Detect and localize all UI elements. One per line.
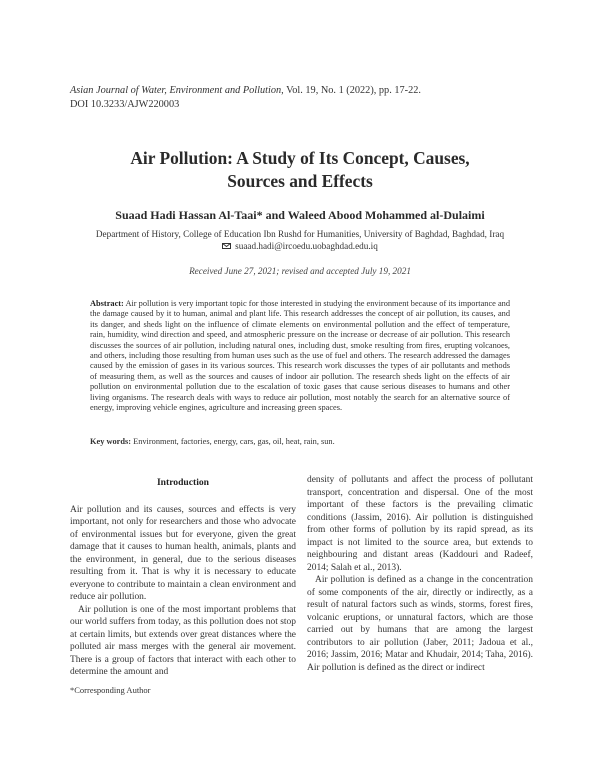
right-column [307,474,533,674]
journal-details: Vol. 19, No. 1 (2022), pp. 17-22. [283,85,421,96]
right-paragraph-1: density of pollutants and affect the process of pollutant transport, concentration and dispersal. One of the most important of these factors is the prevailing climatic conditions (Jassim, 2016). Air pollution is distinguished from other forms of pollution by its rapid spread, as its impact is not limited to the source area, but extends to neighbouring and distant areas (Kaddouri and Radeef, 2014; Salah et al., 2013). [307,475,533,573]
keywords-text: Environment, factories, energy, cars, gas, oil, heat, rain, sun. [131,437,335,446]
email-line [222,240,378,252]
abstract-text: Air pollution is very important topic for those interested in studying the environment because of its importance and the damage caused by it to human, animal and plant life. This research addresses the concept of air pollution, its causes, and its danger, and sheds light on the influence of climate elements on environmental pollution and the effect of temperature, rain, humidity, wind direction and speed, and atmospheric pressure on the increase or decrease of air pollution. This research discusses the sources of air pollution, including natural ones, including dust, smoke resulting from fires, erupting volcanoes, and others, including those resulting from human uses such as the use of fuel and others. The research addressed the damages caused by the emission of gases in its various sources. This research work discusses the types of air pollutants and methods of measuring them, as well as the sources and causes of indoor air pollution. The research sheds light on the effects of air pollution on environmental pollution due to the escalation of toxic gases that cause serious diseases to humans and other living organisms. The research deals with ways to reduce air pollution, most notably the search for an alternative source of energy, improving vehicle engines, agriculture and increasing green spaces. [90,299,510,413]
keywords-label: Key words: [90,437,132,446]
title-line-1: Air Pollution: A Study of Its Concept, Causes, [130,148,470,168]
left-paragraph-1: Air pollution and its causes, sources and effects is very important, not only for researchers and those who advocate of environmental issues but for everyone, given the great damage that it causes to human health, animals, plants and the environment, in general, due to the serious diseases resulting from it. That is why it is necessary to educate everyone to contribute to maintain a clean environment and reduce air pollution. [70,504,296,602]
received-dates: Received June 27, 2021; revised and accepted July 19, 2021 [189,266,411,276]
section-heading-introduction: Introduction [156,477,210,488]
journal-name: Asian Journal of Water, Environment and Pollution, [70,85,284,96]
email-address[interactable]: suaad.hadi@ircoedu.uobaghdad.edu.iq [235,241,378,251]
envelope-icon [222,243,231,249]
abstract-label: Abstract: [90,299,124,308]
authors: Suaad Hadi Hassan Al-Taai* and Waleed Abood Mohammed al-Dulaimi [115,208,485,222]
left-paragraph-2: Air pollution is one of the most important problems that our world suffers from today, as this pollution does not stop at certain limits, but extends over great distances where the polluted air mass merges with the general air movement. There is a group of factors that interact with each other to determine the amount and [70,604,296,677]
affiliation: Department of History, College of Education Ibn Rushd for Humanities, University of Baghdad, Baghdad, Iraq [95,229,505,239]
affiliation-block [40,228,560,252]
abstract [90,299,510,413]
keywords [90,437,510,447]
left-column [70,477,296,679]
right-paragraph-2: Air pollution is defined as a change in the concentration of some components of the air, directly or indirectly, as a result of natural factors such as winds, storms, forest fires, volcanic eruptions, or unnatural factors, which are those carried out by humans that are among the largest contributors to air pollution (Jaber, 2011; Jadoua et al., 2016; Jassim, 2016; Matar and Khudair, 2014; Taha, 2016). Air pollution is defined as the direct or indirect [307,575,533,673]
paper-title [60,147,540,193]
title-line-2: Sources and Effects [227,171,373,191]
journal-citation [70,84,540,112]
corresponding-author-footnote: *Corresponding Author [70,685,151,695]
doi[interactable]: DOI 10.3233/AJW220003 [70,99,180,110]
